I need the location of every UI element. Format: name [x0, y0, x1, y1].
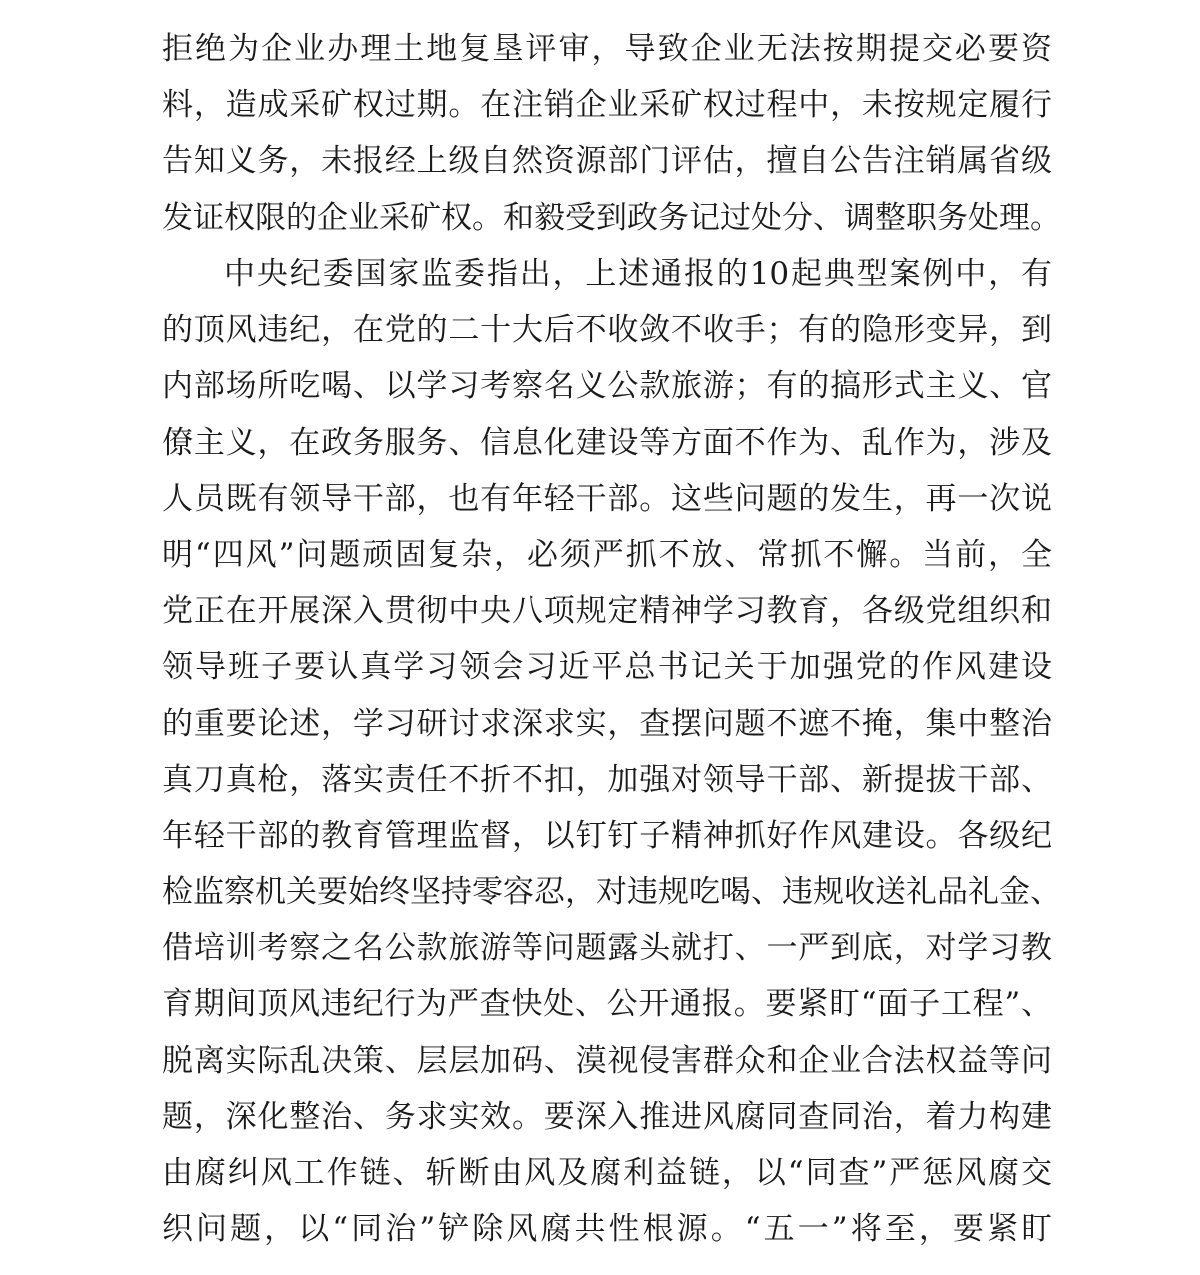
text-line: 育期间顶风违纪行为严查快处、公开通报。要紧盯“面子工程”、 [162, 986, 1052, 1023]
text-line: 年轻干部的教育管理监督，以钉钉子精神抓好作风建设。各级纪 [162, 817, 1052, 854]
text-line: 党正在开展深入贯彻中央八项规定精神学习教育，各级党组织和 [162, 593, 1052, 630]
text-line: 的顶风违纪，在党的二十大后不收敛不收手；有的隐形变异，到 [162, 312, 1052, 349]
text-line: 告知义务，未报经上级自然资源部门评估，擅自公告注销属省级 [162, 143, 1052, 180]
text-line: 内部场所吃喝、以学习考察名义公款旅游；有的搞形式主义、官 [162, 368, 1052, 405]
text-line: 僚主义，在政务服务、信息化建设等方面不作为、乱作为，涉及 [162, 424, 1052, 461]
text-line: 领导班子要认真学习领会习近平总书记关于加强党的作风建设 [162, 649, 1052, 686]
text-line: 发证权限的企业采矿权。和毅受到政务记过处分、调整职务处理。 [162, 199, 1061, 236]
text-line: 拒绝为企业办理土地复垦评审，导致企业无法按期提交必要资 [162, 31, 1052, 67]
text-line: 人员既有领导干部，也有年轻干部。这些问题的发生，再一次说 [162, 480, 1052, 517]
text-line: 检监察机关要始终坚持零容忍，对违规吃喝、违规收送礼品礼金、 [162, 874, 1061, 911]
paragraph-case-summary [162, 21, 1061, 246]
text-line: 织问题，以“同治”铲除风腐共性根源。“五一”将至，要紧盯 [162, 1211, 1052, 1248]
text-line: 借培训考察之名公款旅游等问题露头就打、一严到底，对学习教 [162, 930, 1052, 967]
text-line: 中央纪委国家监委指出，上述通报的10起典型案例中，有 [224, 256, 1052, 292]
text-line: 真刀真枪，落实责任不折不扣，加强对领导干部、新提拔干部、 [162, 761, 1052, 798]
text-line: 题，深化整治、务求实效。要深入推进风腐同查同治，着力构建 [162, 1098, 1052, 1135]
text-line: 料，造成采矿权过期。在注销企业采矿权过程中，未按规定履行 [162, 87, 1052, 124]
text-line: 明“四风”问题顽固复杂，必须严抓不放、常抓不懈。当前，全 [162, 536, 1052, 573]
paragraph-commission-statement [162, 246, 1061, 1257]
text-line: 脱离实际乱决策、层层加码、漠视侵害群众和企业合法权益等问 [162, 1042, 1052, 1079]
text-line: 的重要论述，学习研讨求深求实，查摆问题不遮不掩，集中整治 [162, 705, 1052, 742]
text-line: 由腐纠风工作链、斩断由风及腐利益链，以“同查”严惩风腐交 [162, 1155, 1052, 1191]
